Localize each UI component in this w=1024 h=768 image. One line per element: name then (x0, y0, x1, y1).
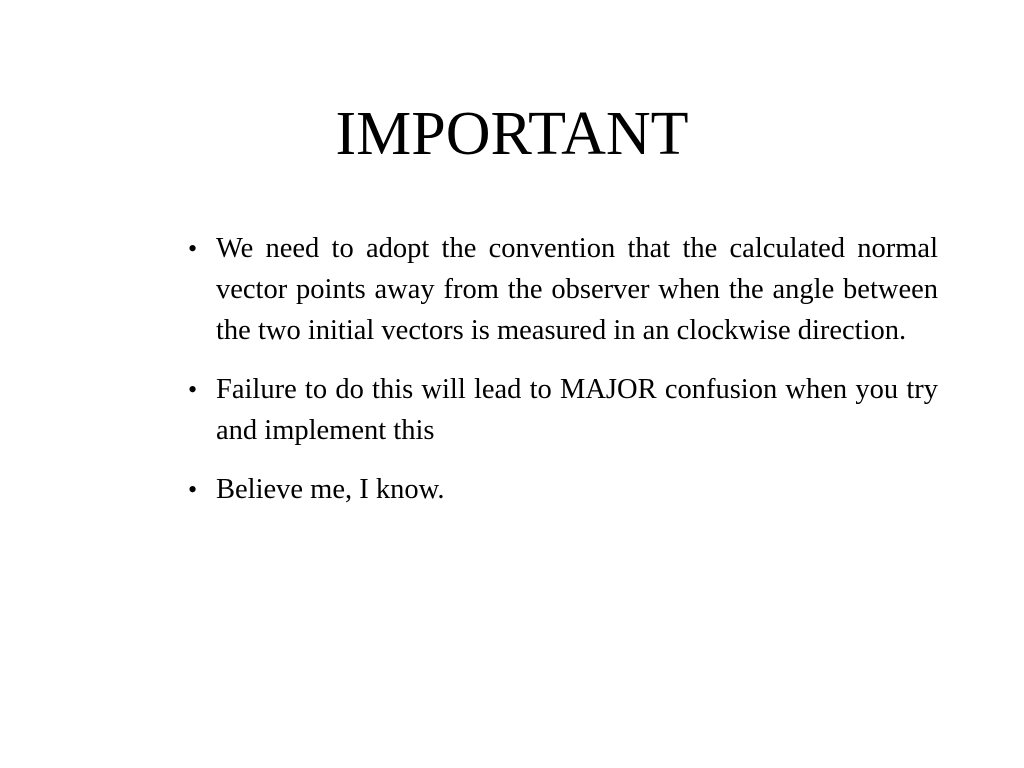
bullet-text: We need to adopt the convention that the calculated normal vector points away from the observer when the angle between the two initial vectors is measured in an clockwise direction. (216, 233, 938, 346)
bullet-text: Failure to do this will lead to MAJOR confusion when you try and implement this (216, 374, 938, 446)
bullet-item-failure (186, 369, 938, 451)
slide-title: IMPORTANT (335, 100, 689, 168)
bullet-marker: • (188, 475, 198, 504)
bullet-marker: • (188, 375, 198, 404)
bullet-text: Believe me, I know. (216, 474, 445, 505)
bullet-marker: • (188, 234, 198, 263)
bullet-item-believe (186, 469, 938, 510)
bullet-list (186, 228, 938, 528)
bullet-item-convention (186, 228, 938, 351)
